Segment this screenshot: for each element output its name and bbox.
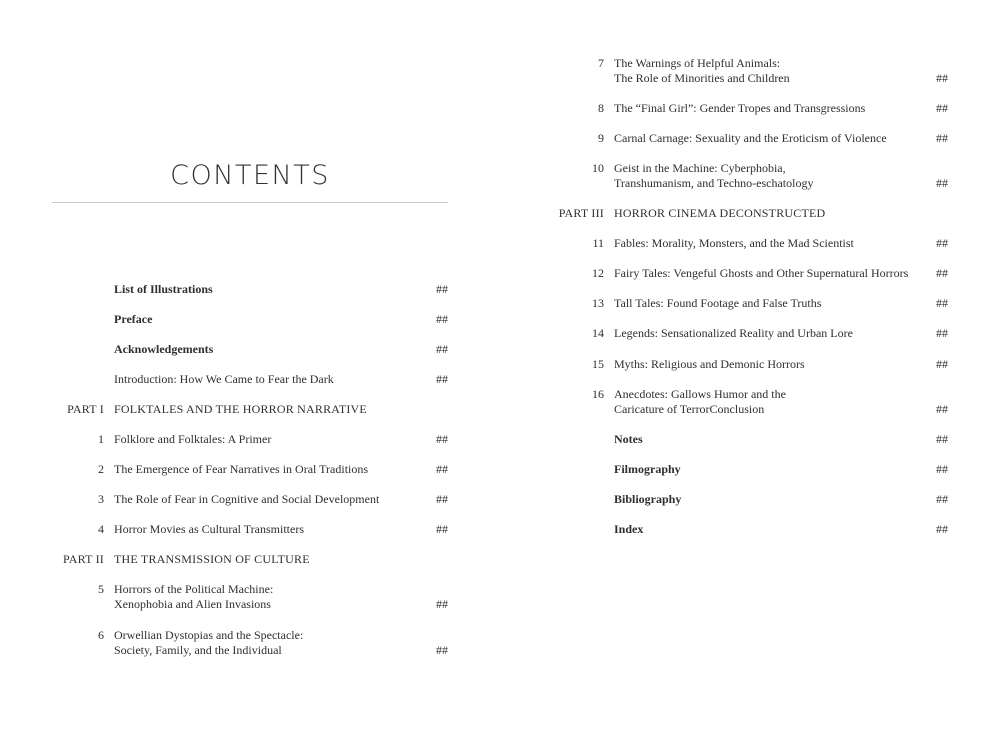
entry-title bbox=[614, 387, 924, 417]
entry-title bbox=[114, 492, 414, 507]
entry-title-line: Filmography bbox=[614, 462, 681, 476]
entry-title bbox=[614, 522, 924, 537]
page-title: CONTENTS bbox=[170, 160, 330, 191]
page-number: ## bbox=[436, 643, 448, 657]
page-number: ## bbox=[936, 176, 948, 190]
entry-title-line: THE TRANSMISSION OF CULTURE bbox=[114, 552, 310, 566]
chapter-number: 15 bbox=[592, 357, 604, 371]
entry-title-line: Fables: Morality, Monsters, and the Mad Scientist bbox=[614, 236, 854, 250]
entry-title bbox=[614, 462, 924, 477]
part-label: PART I bbox=[67, 402, 104, 416]
chapter-number: 16 bbox=[592, 387, 604, 401]
chapter-number: 9 bbox=[598, 131, 604, 145]
entry-title bbox=[114, 552, 414, 567]
entry-title-line: Anecdotes: Gallows Humor and the bbox=[614, 387, 786, 401]
part-label: PART III bbox=[558, 206, 604, 220]
chapter-number: 3 bbox=[98, 492, 104, 506]
entry-title-line: Index bbox=[614, 522, 644, 536]
part-label: PART II bbox=[62, 552, 104, 566]
entry-title-line: HORROR CINEMA DECONSTRUCTED bbox=[614, 206, 826, 220]
page-number: ## bbox=[936, 266, 948, 280]
page-number: ## bbox=[936, 462, 948, 476]
entry-title-line: Acknowledgements bbox=[114, 342, 214, 356]
entry-title bbox=[114, 342, 414, 357]
entry-title bbox=[614, 206, 924, 221]
page-number: ## bbox=[936, 432, 948, 446]
chapter-number: 13 bbox=[592, 296, 604, 310]
entry-title bbox=[114, 282, 414, 297]
page-number: ## bbox=[936, 131, 948, 145]
entry-title-line: Xenophobia and Alien Invasions bbox=[114, 597, 271, 611]
entry-title-line: Caricature of TerrorConclusion bbox=[614, 402, 765, 416]
entry-title bbox=[614, 296, 924, 311]
entry-title bbox=[614, 357, 924, 372]
page-number: ## bbox=[436, 312, 448, 326]
page-number: ## bbox=[436, 342, 448, 356]
entry-title-line: The Warnings of Helpful Animals: bbox=[614, 56, 781, 70]
chapter-number: 8 bbox=[598, 101, 604, 115]
chapter-number: 7 bbox=[598, 56, 604, 70]
entry-title bbox=[614, 432, 924, 447]
chapter-number: 6 bbox=[98, 628, 104, 642]
entry-title-line: Horror Movies as Cultural Transmitters bbox=[114, 522, 304, 536]
page-number: ## bbox=[936, 101, 948, 115]
entry-title bbox=[114, 582, 414, 612]
page-number: ## bbox=[936, 236, 948, 250]
entry-title bbox=[114, 432, 414, 447]
entry-title bbox=[114, 312, 414, 327]
entry-title bbox=[614, 161, 924, 191]
entry-title-line: The Role of Fear in Cognitive and Social Development bbox=[114, 492, 380, 506]
chapter-number: 10 bbox=[592, 161, 604, 175]
right-page bbox=[500, 0, 1000, 750]
chapter-number: 12 bbox=[592, 266, 604, 280]
chapter-number: 2 bbox=[98, 462, 104, 476]
entry-title-line: Legends: Sensationalized Reality and Urban Lore bbox=[614, 326, 853, 340]
entry-title-line: Notes bbox=[614, 432, 643, 446]
entry-title bbox=[114, 372, 414, 387]
entry-title-line: Transhumanism, and Techno-eschatology bbox=[614, 176, 814, 190]
chapter-number: 14 bbox=[592, 326, 604, 340]
entry-title-line: Myths: Religious and Demonic Horrors bbox=[614, 357, 805, 371]
page-number: ## bbox=[936, 357, 948, 371]
entry-title-line: FOLKTALES AND THE HORROR NARRATIVE bbox=[114, 402, 367, 416]
entry-title bbox=[614, 266, 924, 281]
entry-title bbox=[614, 326, 924, 341]
entry-title-line: Carnal Carnage: Sexuality and the Eroticism of Violence bbox=[614, 131, 887, 145]
entry-title-line: Geist in the Machine: Cyberphobia, bbox=[614, 161, 786, 175]
entry-title-line: Orwellian Dystopias and the Spectacle: bbox=[114, 628, 304, 642]
entry-title bbox=[114, 628, 414, 658]
page-number: ## bbox=[936, 402, 948, 416]
page-number: ## bbox=[436, 522, 448, 536]
entry-title bbox=[114, 402, 414, 417]
chapter-number: 11 bbox=[592, 236, 604, 250]
page-number: ## bbox=[436, 597, 448, 611]
entry-title-line: Tall Tales: Found Footage and False Truths bbox=[614, 296, 822, 310]
page-number: ## bbox=[436, 372, 448, 386]
page-number: ## bbox=[436, 462, 448, 476]
page-number: ## bbox=[936, 492, 948, 506]
entry-title-line: Bibliography bbox=[614, 492, 682, 506]
entry-title-line: List of Illustrations bbox=[114, 282, 213, 296]
title-divider bbox=[52, 202, 448, 203]
page-number: ## bbox=[436, 432, 448, 446]
page-number: ## bbox=[936, 296, 948, 310]
page-number: ## bbox=[436, 282, 448, 296]
entry-title-line: Fairy Tales: Vengeful Ghosts and Other Supernatural Horrors bbox=[614, 266, 909, 280]
entry-title-line: Society, Family, and the Individual bbox=[114, 643, 282, 657]
chapter-number: 5 bbox=[98, 582, 104, 596]
page-number: ## bbox=[436, 492, 448, 506]
entry-title-line: The Role of Minorities and Children bbox=[614, 71, 790, 85]
entry-title-line: Preface bbox=[114, 312, 153, 326]
entry-title-line: Folklore and Folktales: A Primer bbox=[114, 432, 272, 446]
entry-title-line: The Emergence of Fear Narratives in Oral Traditions bbox=[114, 462, 369, 476]
entry-title-line: Introduction: How We Came to Fear the Dark bbox=[114, 372, 334, 386]
entry-title bbox=[114, 462, 414, 477]
page-number: ## bbox=[936, 326, 948, 340]
entry-title bbox=[614, 101, 924, 116]
entry-title bbox=[614, 236, 924, 251]
entry-title-line: The “Final Girl”: Gender Tropes and Transgressions bbox=[614, 101, 866, 115]
entry-title bbox=[114, 522, 414, 537]
entry-title bbox=[614, 56, 924, 86]
chapter-number: 4 bbox=[98, 522, 104, 536]
entry-title bbox=[614, 492, 924, 507]
entry-title-line: Horrors of the Political Machine: bbox=[114, 582, 274, 596]
page-number: ## bbox=[936, 71, 948, 85]
page-number: ## bbox=[936, 522, 948, 536]
entry-title bbox=[614, 131, 924, 146]
chapter-number: 1 bbox=[98, 432, 104, 446]
